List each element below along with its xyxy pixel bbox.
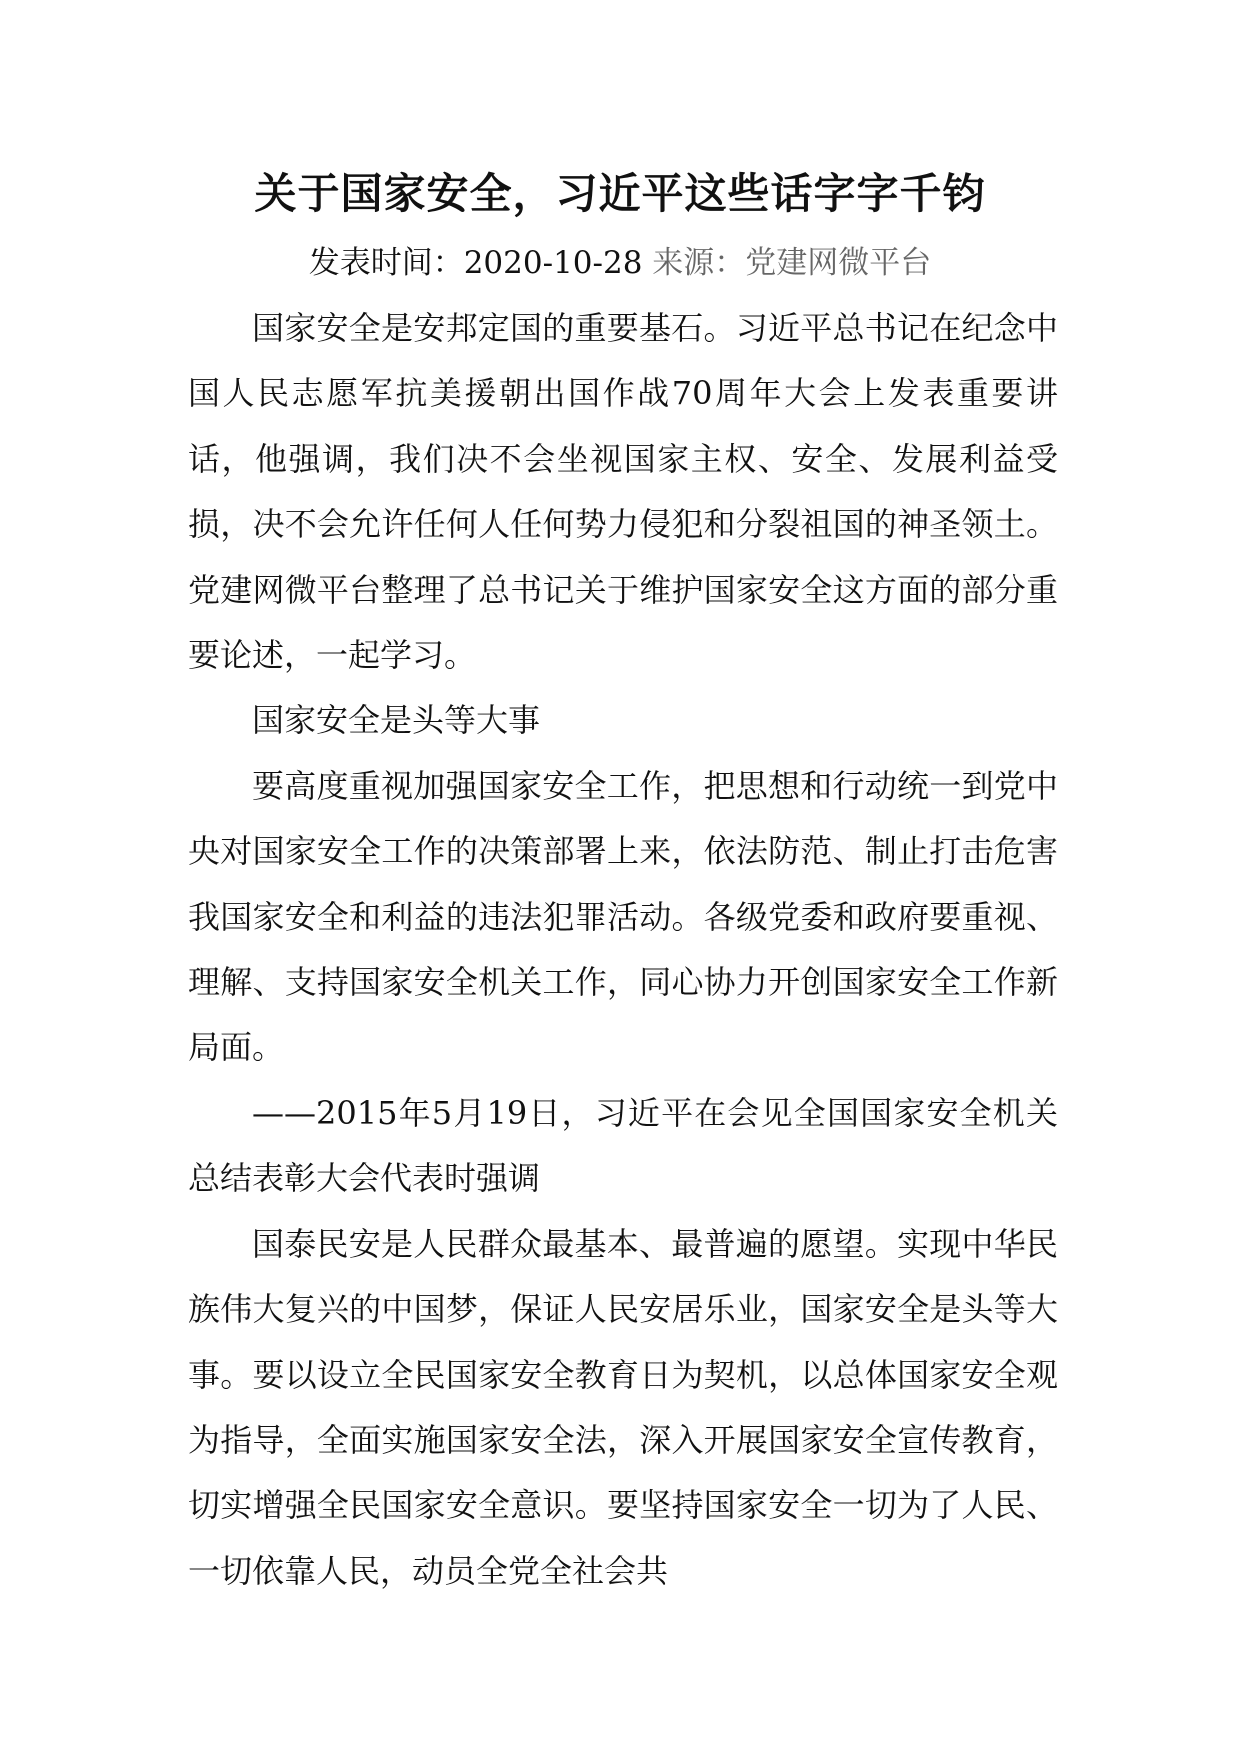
section-heading: 国家安全是头等大事: [252, 701, 541, 740]
article-title: 关于国家安全，习近平这些话字字千钧: [254, 169, 986, 218]
publish-date: 发表时间：2020-10-28: [308, 245, 643, 281]
article-body: [188, 296, 1058, 1604]
quote-attribution: ——2015年5月19日，习近平在会见全国国家安全机关总结表彰大会代表时强调: [188, 1093, 1058, 1198]
intro-paragraph: 国家安全是安邦定国的重要基石。习近平总书记在纪念中国人民志愿军抗美援朝出国作战70周年大会上发表重要讲话，他强调，我们决不会坐视国家主权、安全、发展利益受损，决不会允许任何人任何势力侵犯和分裂祖国的神圣领土。党建网微平台整理了总书记关于维护国家安全这方面的部分重要论述，一起学习。: [188, 309, 1058, 675]
article-source: 来源：党建网微平台: [652, 245, 932, 281]
body-paragraph: 国泰民安是人民群众最基本、最普遍的愿望。实现中华民族伟大复兴的中国梦，保证人民安居乐业，国家安全是头等大事。要以设立全民国家安全教育日为契机，以总体国家安全观为指导，全面实施国家安全法，深入开展国家安全宣传教育，切实增强全民国家安全意识。要坚持国家安全一切为了人民、一切依靠人民，动员全党全社会共: [188, 1224, 1058, 1590]
body-paragraph: 要高度重视加强国家安全工作，把思想和行动统一到党中央对国家安全工作的决策部署上来，依法防范、制止打击危害我国家安全和利益的违法犯罪活动。各级党委和政府要重视、理解、支持国家安全机关工作，同心协力开创国家安全工作新局面。: [188, 766, 1058, 1067]
article-meta: [0, 240, 1240, 286]
